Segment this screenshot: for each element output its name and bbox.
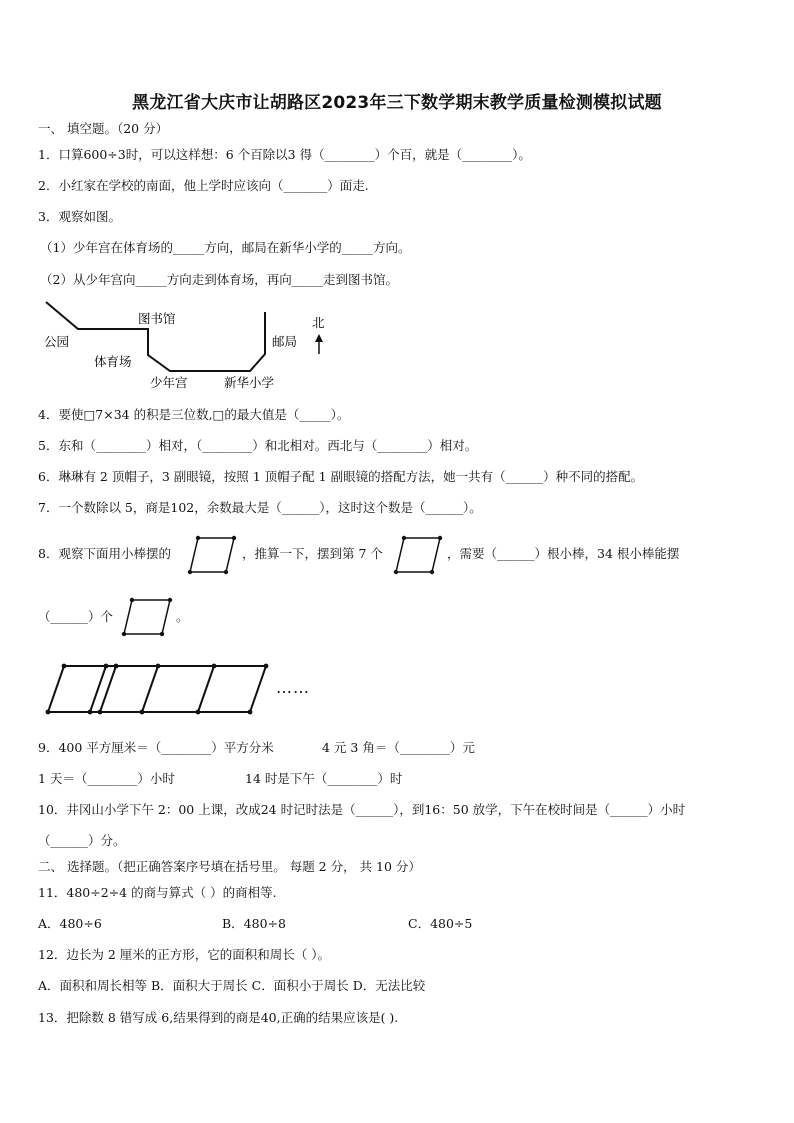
question-11-option-c: C．480÷5 — [408, 916, 473, 931]
question-3: 3．观察如图。 — [38, 209, 121, 224]
question-10-continued: （______）分。 — [38, 833, 126, 848]
question-4: 4．要使□7×34 的积是三位数,□的最大值是（_____）。 — [38, 407, 350, 422]
question-3-part-2: （2）从少年宫向_____方向走到体育场，再向_____走到图书馆。 — [40, 272, 398, 287]
question-9-part-c: 1 天＝（________）小时 — [38, 771, 175, 786]
question-8-text-d: （______）个 — [38, 609, 114, 624]
question-1: 1．口算600÷3时，可以这样想：6 个百除以3 得（________）个百，就是（________）。 — [38, 147, 531, 162]
map-label-gym: 体育场 — [94, 354, 132, 369]
question-9-part-d: 14 时是下午（________）时 — [245, 771, 403, 786]
question-5: 5．东和（________）相对，（________）和北相对。西北与（________）相对。 — [38, 438, 478, 453]
parallelogram-icon — [390, 532, 446, 578]
question-7: 7．一个数除以 5，商是102，余数最大是（______），这时这个数是（______）。 — [38, 500, 482, 515]
question-11: 11．480÷2÷4 的商与算式（ ）的商相等. — [38, 885, 277, 900]
map-label-youth-palace: 少年宫 — [150, 375, 188, 390]
section-heading-fill-blank: 一、 填空题。（20 分） — [38, 121, 169, 136]
parallelogram-icon — [184, 532, 240, 578]
parallelogram-icon — [116, 594, 176, 640]
question-11-option-a: A．480÷6 — [38, 916, 102, 931]
question-8-text-b: ，推算一下，摆到第 7 个 — [242, 546, 383, 561]
north-arrowhead-icon — [315, 334, 323, 342]
question-13: 13．把除数 8 错写成 6,结果得到的商是40,正确的结果应该是( ). — [38, 1010, 399, 1025]
pattern-continuation-dots: …… — [276, 678, 310, 697]
question-6: 6．琳琳有 2 顶帽子，3 副眼镜，按照 1 顶帽子配 1 副眼镜的搭配方法，她一共有（______）种不同的搭配。 — [38, 469, 644, 484]
question-3-part-1: （1）少年宫在体育场的_____方向，邮局在新华小学的_____方向。 — [40, 240, 411, 255]
map-label-library: 图书馆 — [138, 311, 176, 326]
map-label-north: 北 — [312, 315, 325, 330]
question-8-text-c: ，需要（______）根小棒，34 根小棒能摆 — [447, 546, 680, 561]
question-10: 10．井冈山小学下午 2：00 上课，改成24 时记时法是（______），到16：50 放学，下午在校时间是（______）小时 — [38, 802, 686, 817]
matchstick-pattern-diagram — [40, 658, 280, 720]
question-9-part-a: 9．400 平方厘米＝（________）平方分米 — [38, 740, 274, 755]
question-12: 12．边长为 2 厘米的正方形，它的面积和周长（ ）。 — [38, 947, 331, 962]
route-map-diagram — [40, 298, 340, 394]
map-label-park: 公园 — [44, 334, 70, 349]
question-12-options: A．面积和周长相等 B．面积大于周长 C．面积小于周长 D．无法比较 — [38, 978, 426, 993]
question-8-text-e: 。 — [176, 609, 189, 624]
map-label-post-office: 邮局 — [272, 334, 298, 349]
question-8-text-a: 8．观察下面用小棒摆的 — [38, 546, 171, 561]
page-title: 黑龙江省大庆市让胡路区2023年三下数学期末教学质量检测模拟试题 — [132, 93, 662, 113]
question-9-part-b: 4 元 3 角＝（________）元 — [322, 740, 475, 755]
question-2: 2．小红家在学校的南面，他上学时应该向（_______）面走. — [38, 178, 369, 193]
question-11-option-b: B．480÷8 — [222, 916, 286, 931]
map-label-xinhua-school: 新华小学 — [224, 375, 275, 390]
section-heading-multiple-choice: 二、 选择题。（把正确答案序号填在括号里。 每题 2 分， 共 10 分） — [38, 859, 421, 874]
